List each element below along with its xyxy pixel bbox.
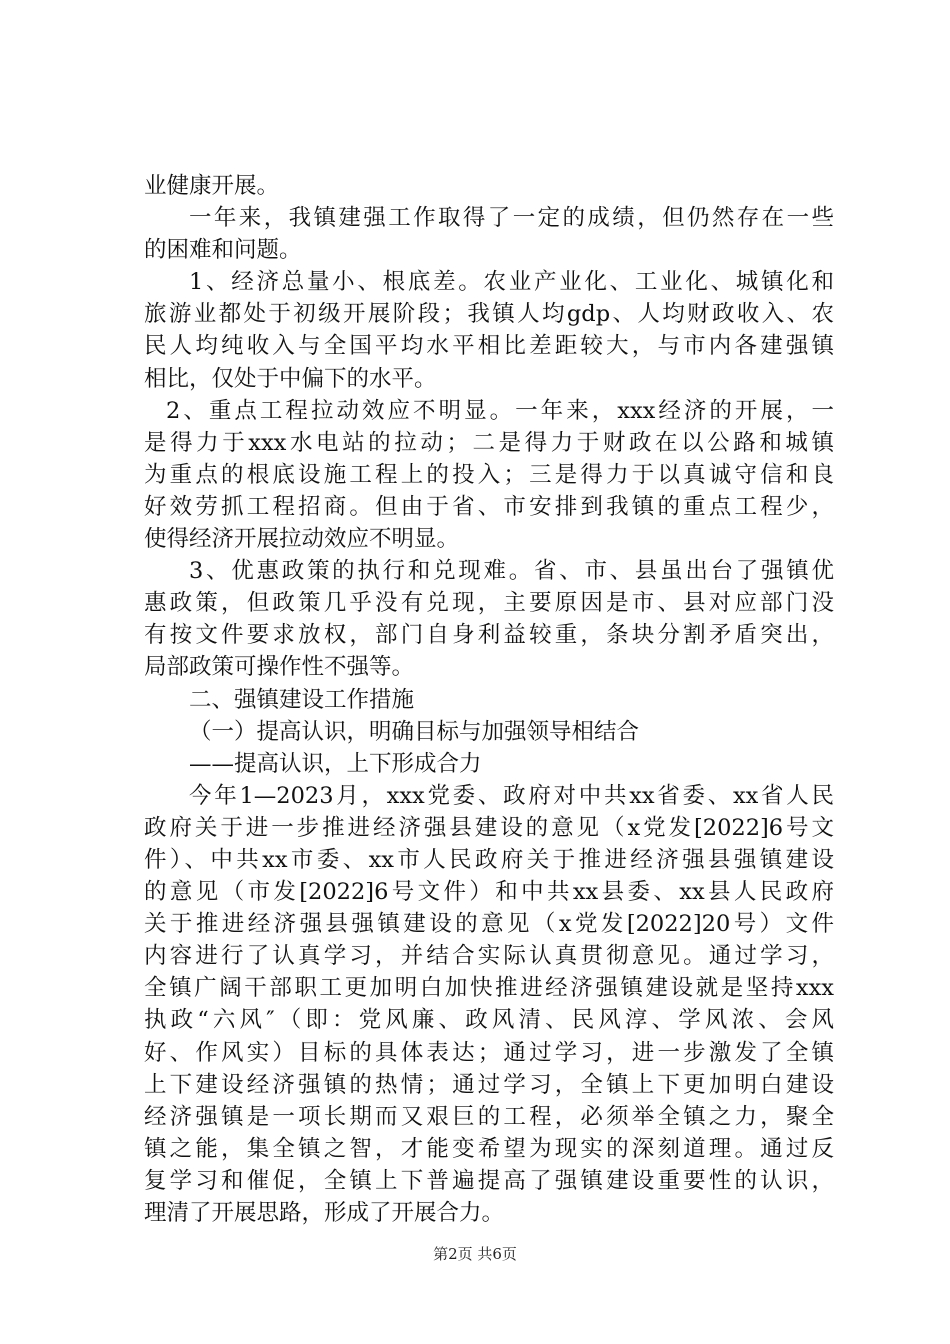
text-line: 全镇广阔干部职工更加明白加快推进经济强镇建设就是坚持xxx (144, 975, 834, 1002)
text-line: 业健康开展。 (144, 173, 280, 199)
text-line: 关于推进经济强县强镇建设的意见（x党发[2022]20号）文件 (144, 911, 834, 938)
text-line: 复学习和催促，全镇上下普遍提高了强镇建设重要性的认识， (144, 1167, 834, 1194)
text-line: 旅游业都处于初级开展阶段；我镇人均gdp、人均财政收入、农 (144, 301, 834, 328)
text-line: 一年来，我镇建强工作取得了一定的成绩，但仍然存在一些 (189, 205, 834, 232)
text-line: 好效劳抓工程招商。但由于省、市安排到我镇的重点工程少， (144, 493, 834, 520)
text-line: 内容进行了认真学习，并结合实际认真贯彻意见。通过学习， (144, 943, 834, 970)
text-line: 使得经济开展拉动效应不明显。 (144, 526, 460, 553)
subsection-heading: （一）提高认识，明确目标与加强领导相结合 (189, 718, 640, 745)
text-line: 经济强镇是一项长期而又艰巨的工程，必须举全镇之力，聚全 (144, 1103, 834, 1130)
text-line: 好、作风实）目标的具体表达；通过学习，进一步激发了全镇 (144, 1039, 834, 1066)
text-line: 是得力于xxx水电站的拉动；二是得力于财政在以公路和城镇 (144, 429, 834, 456)
text-line: 镇之能，集全镇之智，才能变希望为现实的深刻道理。通过反 (144, 1135, 834, 1162)
text-line: 民人均纯收入与全国平均水平相比差距较大，与市内各建强镇 (144, 333, 834, 360)
text-line: 惠政策，但政策几乎没有兑现，主要原因是市、县对应部门没 (144, 590, 834, 617)
text-line: 件）、中共xx市委、xx市人民政府关于推进经济强县强镇建设 (144, 846, 834, 873)
subsection-subheading: ——提高认识，上下形成合力 (189, 750, 482, 777)
text-line: 政府关于进一步推进经济强县建设的意见（x党发[2022]6号文 (144, 814, 834, 841)
page-number: 第2页 共6页 (433, 1245, 517, 1263)
document-body (144, 170, 834, 1229)
text-line: 相比，仅处于中偏下的水平。 (144, 365, 437, 392)
text-line: 今年1—2023月，xxx党委、政府对中共xx省委、xx省人民 (189, 782, 834, 809)
text-line: 3、优惠政策的执行和兑现难。省、市、县虽出台了强镇优 (189, 558, 834, 585)
text-line: 为重点的根底设施工程上的投入；三是得力于以真诚守信和良 (144, 461, 834, 488)
text-line: 的意见（市发[2022]6号文件）和中共xx县委、xx县人民政府 (144, 879, 834, 906)
text-line: 有按文件要求放权，部门自身利益较重，条块分割矛盾突出， (144, 622, 834, 649)
section-heading: 二、强镇建设工作措施 (189, 686, 415, 713)
text-line: 执政“六风″（即：党风廉、政风清、民风淳、学风浓、会风 (144, 1007, 834, 1034)
text-line: 1、经济总量小、根底差。农业产业化、工业化、城镇化和 (189, 269, 834, 296)
text-line: 的困难和问题。 (144, 237, 302, 264)
text-line: 理清了开展思路，形成了开展合力。 (144, 1200, 505, 1226)
text-line: 上下建设经济强镇的热情；通过学习，全镇上下更加明白建设 (144, 1071, 834, 1098)
text-line: 2、重点工程拉动效应不明显。一年来，xxx经济的开展，一 (166, 397, 834, 424)
text-line: 局部政策可操作性不强等。 (144, 654, 415, 681)
